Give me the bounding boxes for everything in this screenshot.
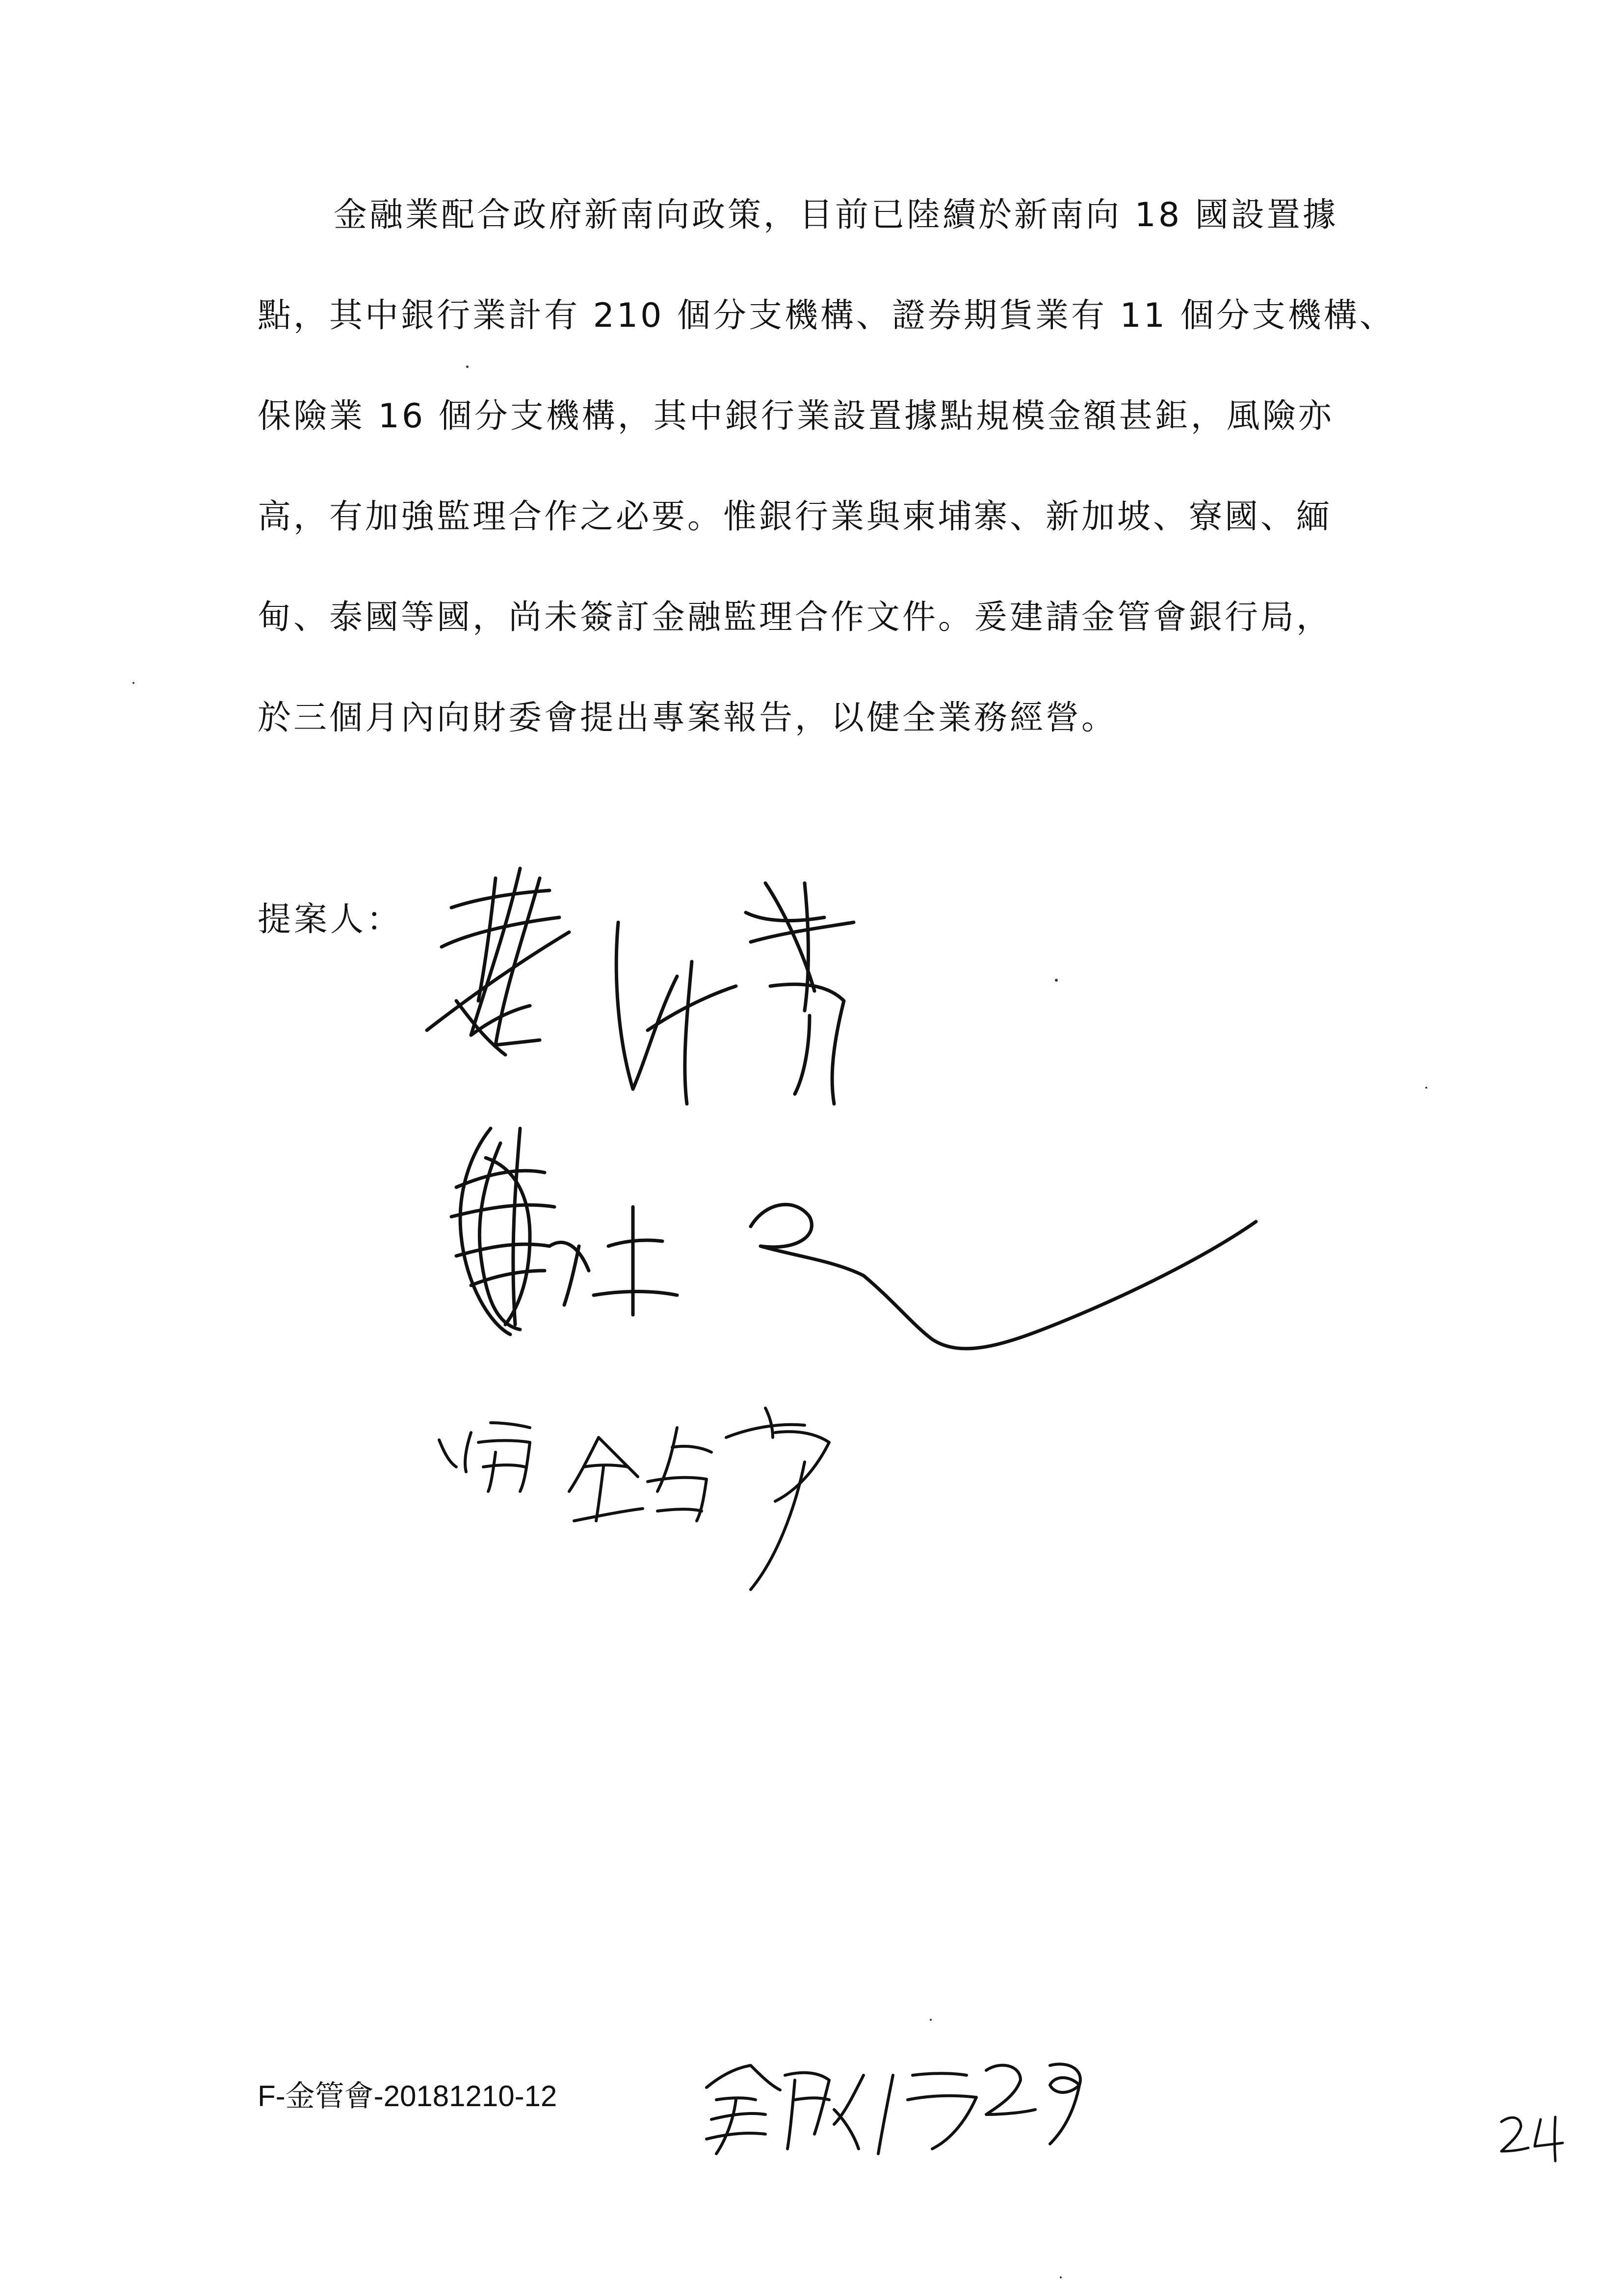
- handwritten-note: [707, 2064, 1080, 2154]
- scan-speck: [1425, 1087, 1427, 1089]
- scan-speck: [930, 2019, 932, 2021]
- page-number-mark: [1501, 2117, 1563, 2161]
- proposer-label: 提案人：: [258, 900, 403, 939]
- paragraph-line: 於三個月內向財委會提出專案報告，以健全業務經營。: [258, 699, 1118, 737]
- scan-speck: [132, 682, 134, 684]
- scan-speck: [466, 365, 469, 368]
- document-number: F-金管會-20181210-12: [258, 2080, 557, 2113]
- paragraph-line: 甸、泰國等國，尚未簽訂金融監理合作文件。爰建請金管會銀行局，: [258, 598, 1333, 637]
- paragraph-line: 高，有加強監理合作之必要。惟銀行業與柬埔寨、新加坡、寮國、緬: [258, 497, 1333, 536]
- signature-1: [427, 868, 854, 1104]
- signature-3: [439, 1408, 829, 1590]
- scan-speck: [1060, 2276, 1062, 2278]
- paragraph-line: 保險業 16 個分支機構，其中銀行業設置據點規模金額甚鉅，風險亦: [258, 397, 1334, 436]
- scan-speck: [1055, 979, 1058, 982]
- paragraph-line: 金融業配合政府新南向政策，目前已陸續於新南向 18 國設置據: [334, 196, 1338, 235]
- signature-2: [451, 1128, 1256, 1349]
- paragraph-line: 點，其中銀行業計有 210 個分支機構、證券期貨業有 11 個分支機構、: [258, 296, 1395, 335]
